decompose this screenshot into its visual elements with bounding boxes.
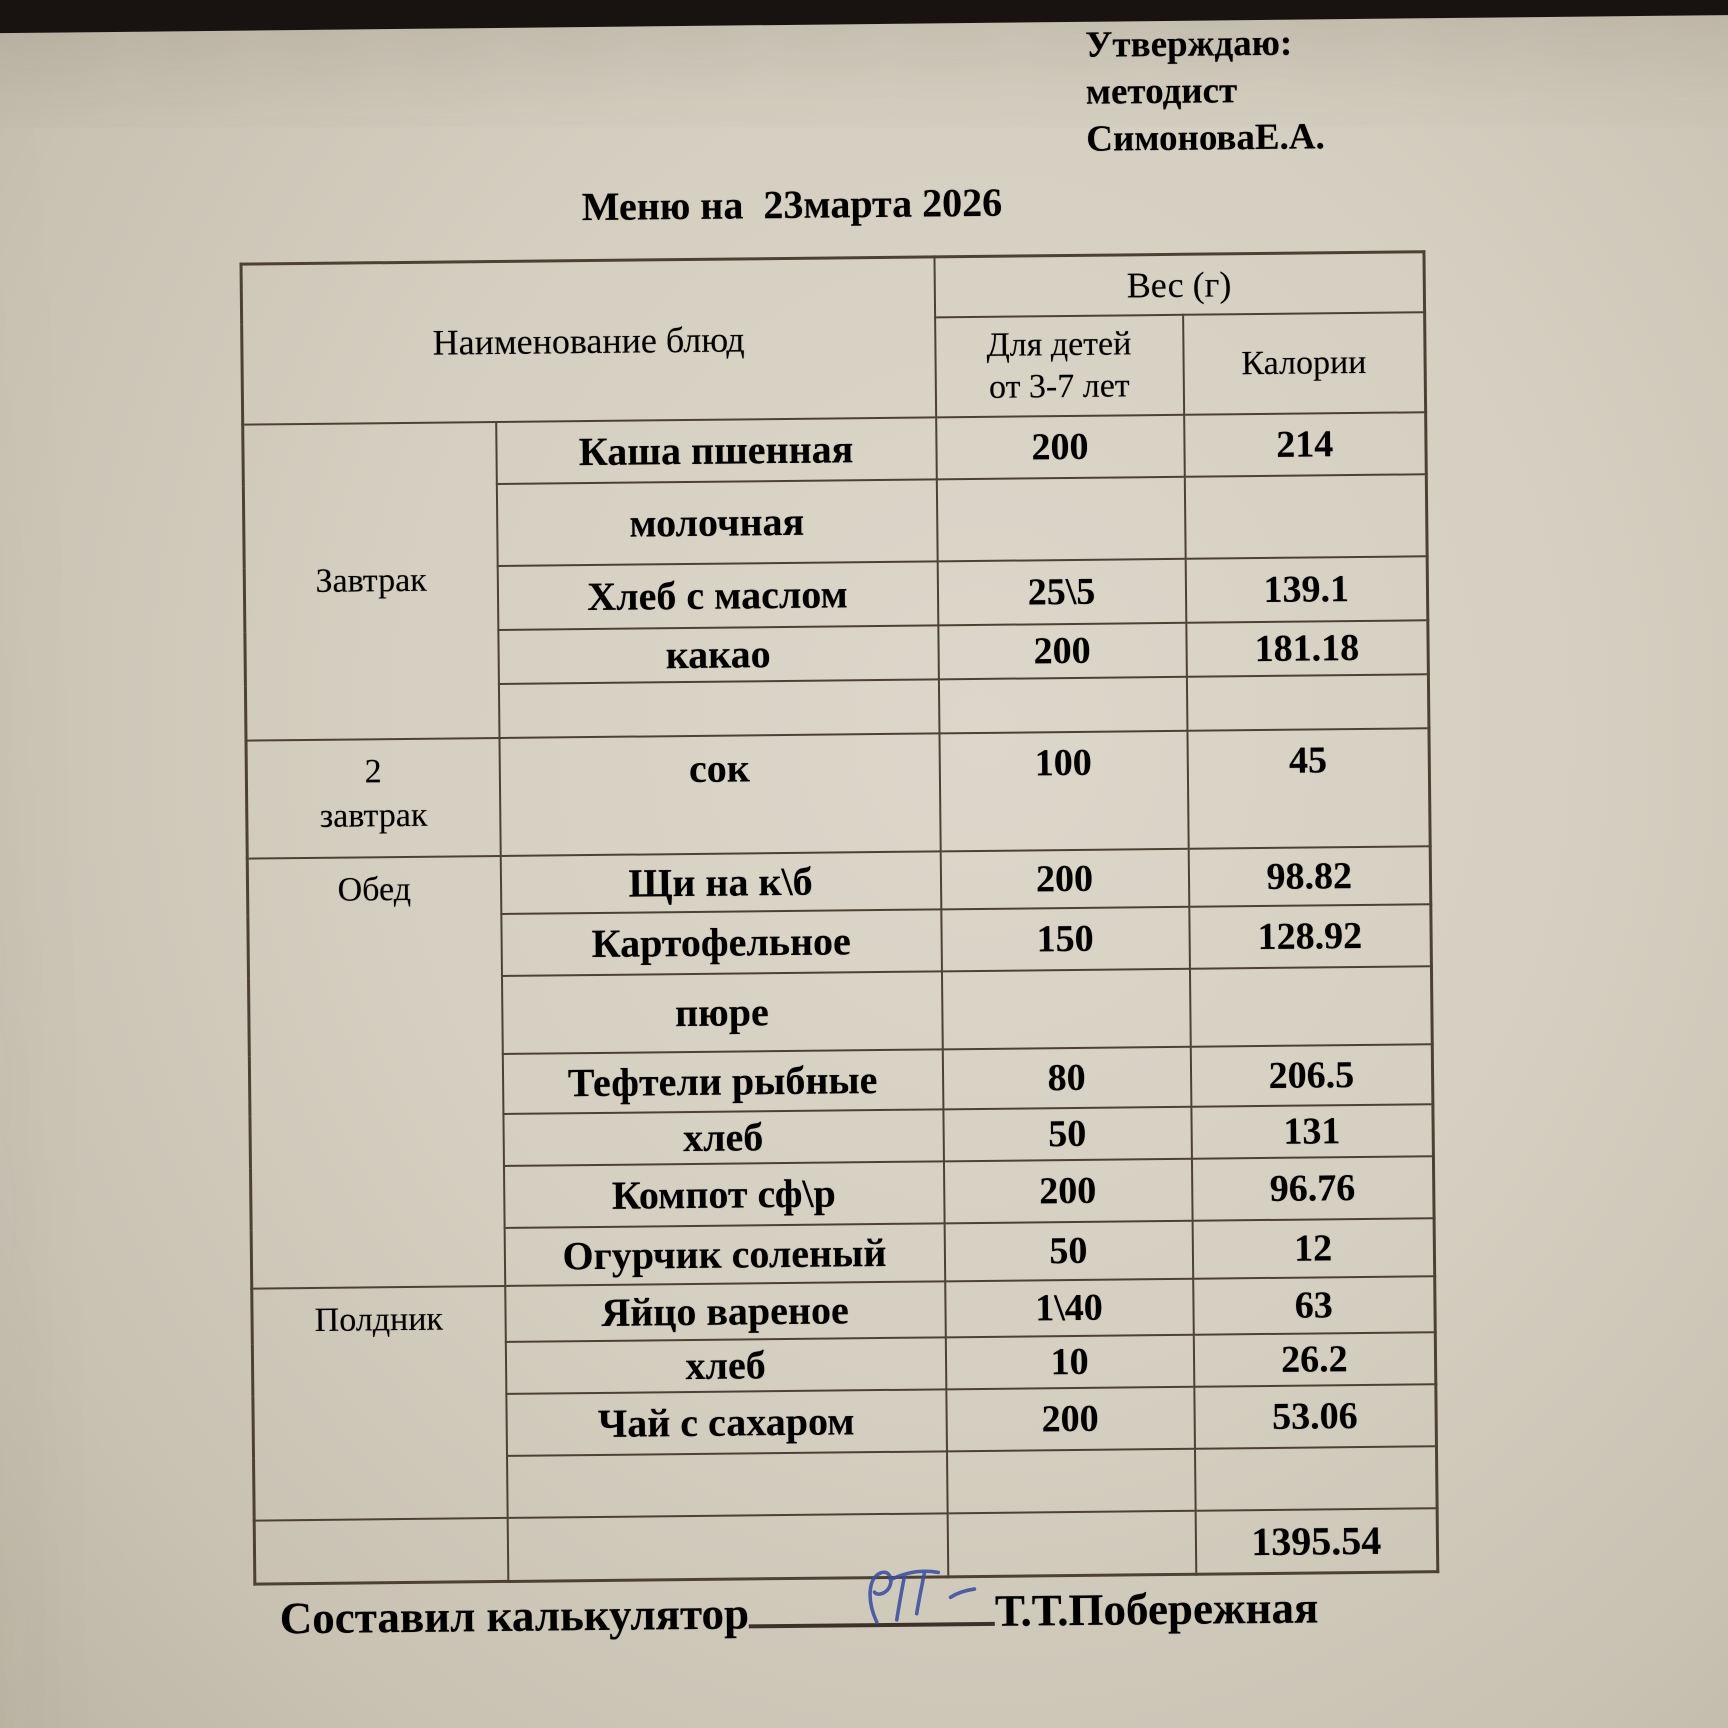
dish-cell	[507, 1451, 948, 1518]
signer-name: Т.Т.Побережная	[994, 1582, 1319, 1636]
calories-cell: 214	[1184, 412, 1427, 477]
weight-cell: 50	[943, 1106, 1192, 1161]
weight-cell: 150	[941, 906, 1190, 971]
calories-cell	[1184, 474, 1427, 559]
dish-cell: Хлеб с маслом	[497, 561, 938, 630]
header-dish-names: Наименование блюд	[241, 257, 936, 424]
dish-cell: пюре	[501, 971, 942, 1054]
dish-cell	[498, 679, 939, 738]
meal-cell-snack: Полдник	[252, 1285, 507, 1520]
weight-cell: 1\40	[945, 1278, 1194, 1337]
calories-cell	[1186, 674, 1429, 731]
calories-cell: 26.2	[1193, 1332, 1436, 1387]
weight-cell: 25\5	[937, 558, 1186, 625]
header-calories: Калории	[1183, 312, 1426, 415]
weight-cell: 100	[939, 730, 1188, 851]
page-title: Меню на 23марта 2026	[581, 179, 1003, 230]
weight-cell	[938, 676, 1187, 733]
meal-cell-breakfast: Завтрак	[243, 422, 499, 741]
footer-signature-line	[279, 1581, 1318, 1644]
total-meal-cell	[254, 1517, 508, 1584]
weight-cell	[947, 1448, 1196, 1513]
meal-cell-lunch: Обед	[247, 855, 504, 1288]
dish-cell: Щи на к\б	[500, 851, 941, 914]
calories-cell	[1194, 1446, 1437, 1511]
dish-cell: какао	[498, 625, 939, 684]
calories-cell: 206.5	[1190, 1044, 1433, 1107]
calories-cell: 131	[1191, 1104, 1434, 1159]
dish-cell: сок	[499, 733, 940, 856]
dish-cell: Тефтели рыбные	[502, 1049, 943, 1114]
table-row	[246, 728, 1430, 858]
meal-cell-second-breakfast: 2 завтрак	[246, 737, 500, 858]
composed-by-label: Составил калькулятор	[279, 1588, 750, 1644]
dish-cell: Яйцо вареное	[505, 1281, 946, 1342]
weight-cell: 200	[936, 414, 1185, 479]
weight-cell: 200	[943, 1158, 1192, 1223]
approval-line-3: СимоноваЕ.А.	[1086, 116, 1325, 160]
calories-cell: 96.76	[1191, 1156, 1434, 1221]
total-row	[254, 1508, 1438, 1584]
dish-cell: Каша пшенная	[496, 417, 937, 484]
calories-cell	[1189, 966, 1432, 1047]
calories-cell: 128.92	[1189, 904, 1432, 969]
dish-cell: хлеб	[505, 1337, 946, 1394]
weight-cell: 200	[938, 622, 1187, 679]
weight-cell: 80	[942, 1046, 1191, 1109]
total-calories: 1395.54	[1195, 1508, 1438, 1575]
approval-line-1: Утверждаю:	[1085, 22, 1293, 66]
dish-cell: Картофельное	[501, 909, 942, 976]
weight-cell: 10	[945, 1334, 1194, 1389]
approval-block	[1085, 19, 1325, 162]
header-children-age: Для детей от 3-7 лет	[935, 314, 1184, 417]
menu-table	[240, 250, 1440, 1585]
calories-cell: 181.18	[1186, 620, 1429, 677]
calories-cell: 139.1	[1185, 556, 1428, 623]
calories-cell: 45	[1187, 728, 1430, 849]
handwritten-signature	[854, 1559, 995, 1646]
calories-cell: 53.06	[1194, 1384, 1437, 1449]
dish-cell: Компот сф\р	[503, 1161, 944, 1228]
dish-cell: хлеб	[503, 1109, 944, 1166]
calories-cell: 98.82	[1188, 846, 1431, 907]
approval-line-2: методист	[1085, 70, 1238, 113]
paper-sheet	[0, 14, 1728, 1728]
weight-cell	[936, 476, 1185, 561]
calories-cell: 12	[1192, 1218, 1435, 1279]
weight-cell: 50	[944, 1220, 1193, 1281]
dish-cell: Чай с сахаром	[506, 1389, 947, 1456]
dish-cell: молочная	[496, 479, 937, 566]
dish-cell: Огурчик соленый	[504, 1223, 945, 1286]
header-weight: Вес (г)	[934, 252, 1425, 317]
calories-cell: 63	[1193, 1276, 1436, 1335]
weight-cell: 200	[940, 848, 1189, 909]
weight-cell: 200	[946, 1386, 1195, 1451]
weight-cell	[941, 968, 1190, 1049]
